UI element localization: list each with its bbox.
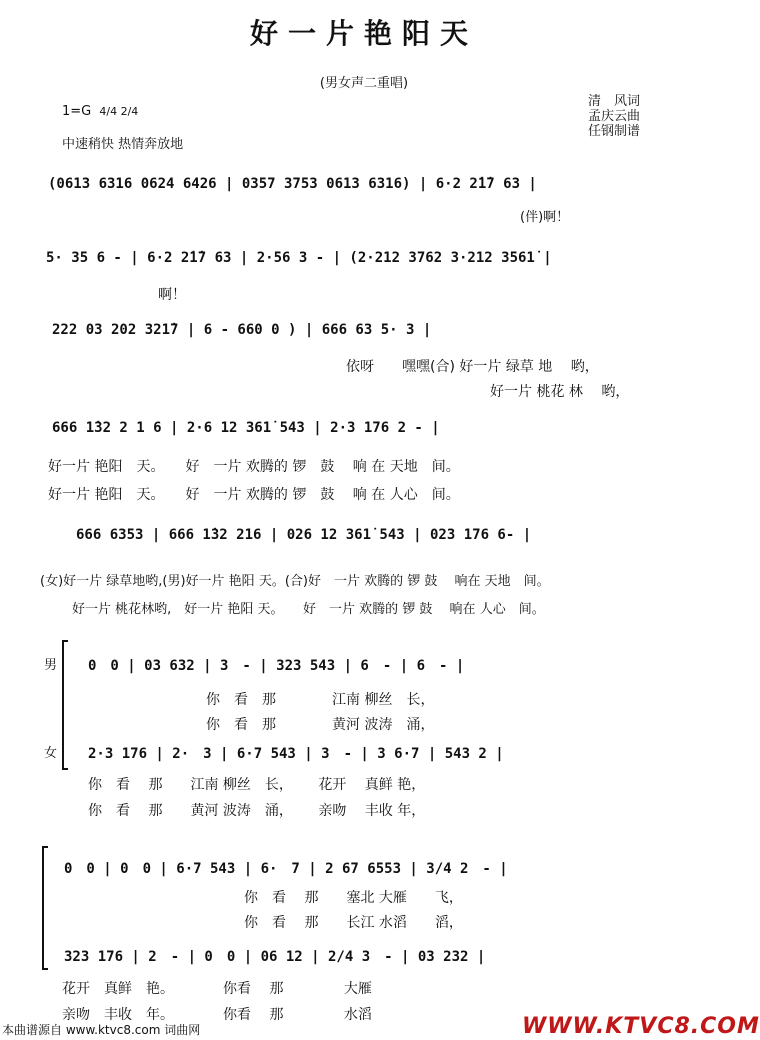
duet2-female-lyrics-2: 亲吻 丰收 年。 你看 那 水滔 xyxy=(62,1007,372,1023)
lyrics-row-3a: 依呀 嘿嘿(合) 好一片 绿草 地 哟， xyxy=(346,359,599,375)
duet1-male-lyrics-1: 你 看 那 江南 柳丝 长， xyxy=(206,692,435,708)
notes-row-2: 5· 35 6 - | 6·2 2̇1̇7 63 | 2·56 3 - | (2·212 3762 3·212 3561̇ | xyxy=(46,250,552,266)
key-label: 1=G xyxy=(62,104,92,119)
lyrics-row-1: (伴)啊！ xyxy=(520,210,570,225)
system-bracket-2 xyxy=(42,846,48,970)
lyrics-row-5b: 好一片 桃花林哟, 好一片 艳阳 天。 好 一片 欢腾的 锣 鼓 响在 人心 间。 xyxy=(72,602,545,617)
composer: 孟庆云曲 xyxy=(588,109,641,124)
notes-row-5: 666 6353 | 666 1̇32 216 | 026 12 361̇ 543 | 023 176 6- | xyxy=(76,527,532,543)
footer-source-text: 本曲谱源自 www.ktvc8.com 词曲网 xyxy=(2,1023,201,1037)
footer-logo: WWW.KTVC8.COM xyxy=(522,1014,760,1039)
male-voice-label: 男 xyxy=(44,658,58,673)
key-signature xyxy=(62,104,138,119)
page-title: 好一片艳阳天 xyxy=(249,17,478,50)
engraver: 任钢制谱 xyxy=(588,124,641,139)
duet2-male-lyrics-1: 你 看 那 塞北 大雁 飞， xyxy=(244,890,463,906)
duet2-male-lyrics-2: 你 看 那 长江 水滔 滔， xyxy=(244,915,463,931)
time-signature: 4/4 2/4 xyxy=(99,105,139,118)
lyrics-row-4a: 好一片 艳阳 天。 好 一片 欢腾的 锣 鼓 响 在 天地 间。 xyxy=(48,459,460,475)
duet1-male-notes: 0 0 | 03 632 | 3 - | 323 543 | 6 - | 6 - | xyxy=(88,658,465,674)
notes-row-1: (0613 6316 0624 6426 | 0357 3753 0613 6316) | 6·2 2̇1̇7 63 | xyxy=(48,176,537,192)
notes-row-4: 666 1̇32 2 1 6 | 2·6 12 361̇ 543 | 2·3 176 2 - | xyxy=(52,420,440,436)
lyrics-row-3b: 好一片 桃花 林 哟， xyxy=(490,384,630,400)
lyrics-row-5a: (女)好一片 绿草地哟,(男)好一片 艳阳 天。(合)好 一片 欢腾的 锣 鼓 响在 天地 间。 xyxy=(40,574,550,589)
credits xyxy=(588,94,640,139)
lyrics-row-2: 啊！ xyxy=(158,287,186,303)
duet1-female-lyrics-2: 你 看 那 黄河 波涛 涌， 亲吻 丰收 年， xyxy=(88,803,426,819)
duet1-female-notes: 2·3 176 | 2· 3 | 6·7 543 | 3 - | 3 6·7 | 543 2 | xyxy=(88,746,504,762)
system-bracket-1 xyxy=(62,640,68,770)
lyrics-row-4b: 好一片 艳阳 天。 好 一片 欢腾的 锣 鼓 响 在 人心 间。 xyxy=(48,487,460,503)
lyricist: 清 风词 xyxy=(588,94,641,109)
duet2-male-notes: 0 0 | 0 0 | 6·7 543 | 6· 7 | 2 67 6553 | 3/4 2 - | xyxy=(64,861,508,877)
duet2-female-lyrics-1: 花开 真鲜 艳。 你看 那 大雁 xyxy=(62,981,372,997)
notes-row-3: 222 03 202 321̇7 | 6 - 660 0 ) | 666 63 5· 3 | xyxy=(52,322,432,338)
duet1-male-lyrics-2: 你 看 那 黄河 波涛 涌， xyxy=(206,717,435,733)
tempo-marking: 中速稍快 热情奔放地 xyxy=(62,137,184,152)
duet1-female-lyrics-1: 你 看 那 江南 柳丝 长， 花开 真鲜 艳， xyxy=(88,777,426,793)
subtitle: (男女声二重唱) xyxy=(319,76,409,91)
duet2-female-notes: 323 176 | 2 - | 0 0 | 06 12 | 2/4 3 - | 03 232 | xyxy=(64,949,486,965)
female-voice-label: 女 xyxy=(44,746,58,761)
